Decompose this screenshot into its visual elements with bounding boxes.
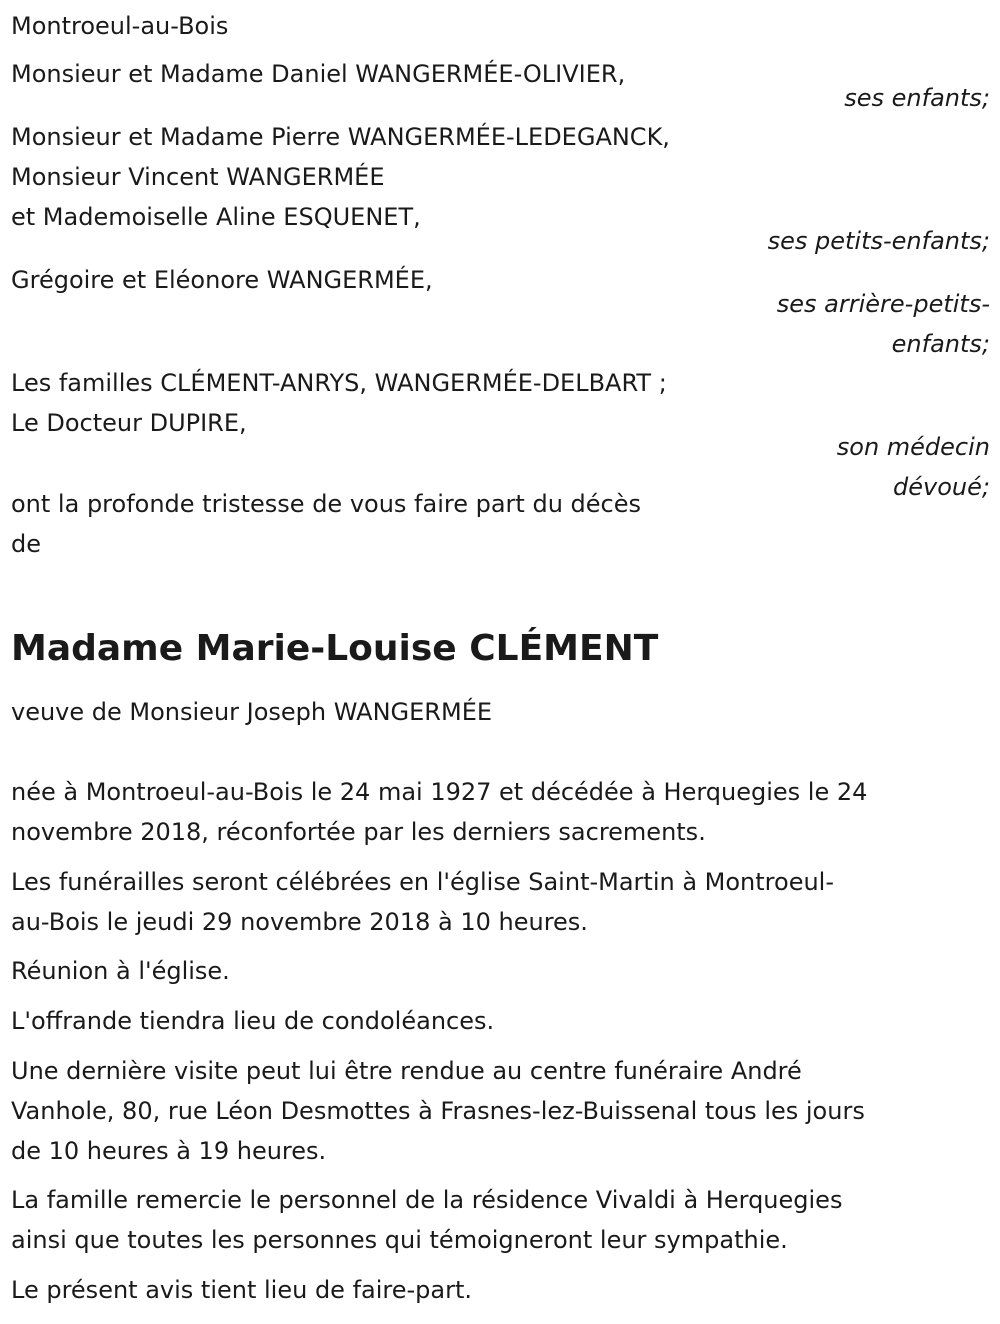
doctor-role-line-1: son médecin bbox=[836, 433, 990, 461]
deceased-name: Madame Marie-Louise CLÉMENT bbox=[11, 628, 659, 670]
visit-line-2: Vanhole, 80, rue Léon Desmottes à Frasnes-lez-Buissenal tous les jours bbox=[11, 1097, 865, 1125]
widow-of: veuve de Monsieur Joseph WANGERMÉE bbox=[11, 698, 493, 726]
visit-line-3: de 10 heures à 19 heures. bbox=[11, 1137, 327, 1165]
location: Montroeul-au-Bois bbox=[11, 12, 229, 40]
thanks-line-2: ainsi que toutes les personnes qui témoigneront leur sympathie. bbox=[11, 1226, 788, 1254]
doctor-role-line-2: dévoué; bbox=[893, 473, 990, 501]
birth-death-line-2: novembre 2018, réconfortée par les derniers sacrements. bbox=[11, 818, 706, 846]
great-grandchildren-role-line-1: ses arrière-petits- bbox=[776, 290, 990, 318]
birth-death-line-1: née à Montroeul-au-Bois le 24 mai 1927 et décédée à Herquegies le 24 bbox=[11, 778, 868, 806]
children-role: ses enfants; bbox=[844, 84, 990, 112]
grandchildren-line-1: Monsieur et Madame Pierre WANGERMÉE-LEDEGANCK, bbox=[11, 123, 670, 151]
children-names: Monsieur et Madame Daniel WANGERMÉE-OLIVIER, bbox=[11, 60, 626, 88]
funeral-line-2: au-Bois le jeudi 29 novembre 2018 à 10 heures. bbox=[11, 908, 588, 936]
announcement-line-1: ont la profonde tristesse de vous faire part du décès bbox=[11, 490, 641, 518]
funeral-line-1: Les funérailles seront célébrées en l'église Saint-Martin à Montroeul- bbox=[11, 868, 835, 896]
thanks-line-1: La famille remercie le personnel de la résidence Vivaldi à Herquegies bbox=[11, 1186, 843, 1214]
great-grandchildren-role-line-2: enfants; bbox=[891, 330, 990, 358]
visit-line-1: Une dernière visite peut lui être rendue au centre funéraire André bbox=[11, 1057, 802, 1085]
grandchildren-role: ses petits-enfants; bbox=[767, 227, 990, 255]
doctor-name: Le Docteur DUPIRE, bbox=[11, 409, 247, 437]
offering-info: L'offrande tiendra lieu de condoléances. bbox=[11, 1007, 495, 1035]
grandchildren-line-3: et Mademoiselle Aline ESQUENET, bbox=[11, 203, 421, 231]
closing-note: Le présent avis tient lieu de faire-part. bbox=[11, 1276, 473, 1304]
great-grandchildren-names: Grégoire et Eléonore WANGERMÉE, bbox=[11, 266, 433, 294]
meeting-info: Réunion à l'église. bbox=[11, 957, 230, 985]
announcement-line-2: de bbox=[11, 530, 41, 558]
grandchildren-line-2: Monsieur Vincent WANGERMÉE bbox=[11, 163, 385, 191]
families-line: Les familles CLÉMENT-ANRYS, WANGERMÉE-DELBART ; bbox=[11, 369, 667, 397]
